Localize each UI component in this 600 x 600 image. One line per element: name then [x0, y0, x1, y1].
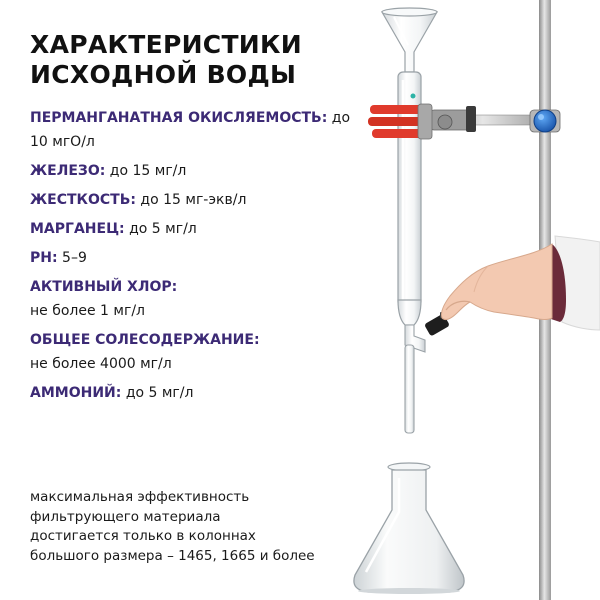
spec-label: PH:	[30, 250, 58, 266]
spec-active-chlorine	[30, 275, 360, 323]
hand-icon	[441, 244, 552, 320]
spec-ammonium	[30, 381, 360, 405]
spec-label: АКТИВНЫЙ ХЛОР:	[30, 279, 178, 295]
spec-label: АММОНИЙ:	[30, 385, 122, 401]
spec-value: до 15 мг-экв/л	[140, 192, 247, 208]
blue-knob-icon	[530, 110, 560, 132]
note-line-1: максимальная эффективность	[30, 489, 250, 505]
efficiency-note	[30, 488, 375, 566]
spec-hardness	[30, 188, 360, 212]
spec-value: не более 4000 мг/л	[30, 356, 172, 372]
spec-value: 5–9	[62, 250, 87, 266]
spec-label: ЖЕЛЕЗО:	[30, 163, 106, 179]
lab-coat-sleeve-icon	[548, 236, 600, 330]
spec-permanganate	[30, 106, 360, 154]
spec-label: ОБЩЕЕ СОЛЕСОДЕРЖАНИЕ:	[30, 332, 260, 348]
red-clamp-icon	[368, 104, 452, 139]
spec-value: до 5 мг/л	[125, 385, 194, 401]
title-line-2: ИСХОДНОЙ ВОДЫ	[30, 60, 297, 89]
spec-label: ЖЕСТКОСТЬ:	[30, 192, 136, 208]
spec-value: до 15 мг/л	[109, 163, 187, 179]
note-line-3: достигается только в колоннах	[30, 528, 256, 544]
spec-label: ПЕРМАНГАНАТНАЯ ОКИСЛЯЕМОСТЬ:	[30, 110, 328, 126]
note-line-4: большого размера – 1465, 1665 и более	[30, 547, 315, 564]
note-line-2: фильтрующего материала	[30, 508, 221, 525]
spec-ph	[30, 246, 360, 270]
spec-iron	[30, 159, 360, 183]
spec-value: до 5 мг/л	[129, 221, 197, 237]
page-title	[30, 30, 360, 90]
spec-value: не более 1 мг/л	[30, 303, 145, 319]
spec-manganese	[30, 217, 360, 241]
water-specs-list	[30, 106, 360, 405]
funnel-icon	[382, 8, 437, 72]
spec-value: до 10 мгО/л	[30, 110, 351, 150]
spec-label: МАРГАНЕЦ:	[30, 221, 125, 237]
title-line-1: ХАРАКТЕРИСТИКИ	[30, 30, 302, 59]
spec-total-salinity	[30, 328, 360, 376]
